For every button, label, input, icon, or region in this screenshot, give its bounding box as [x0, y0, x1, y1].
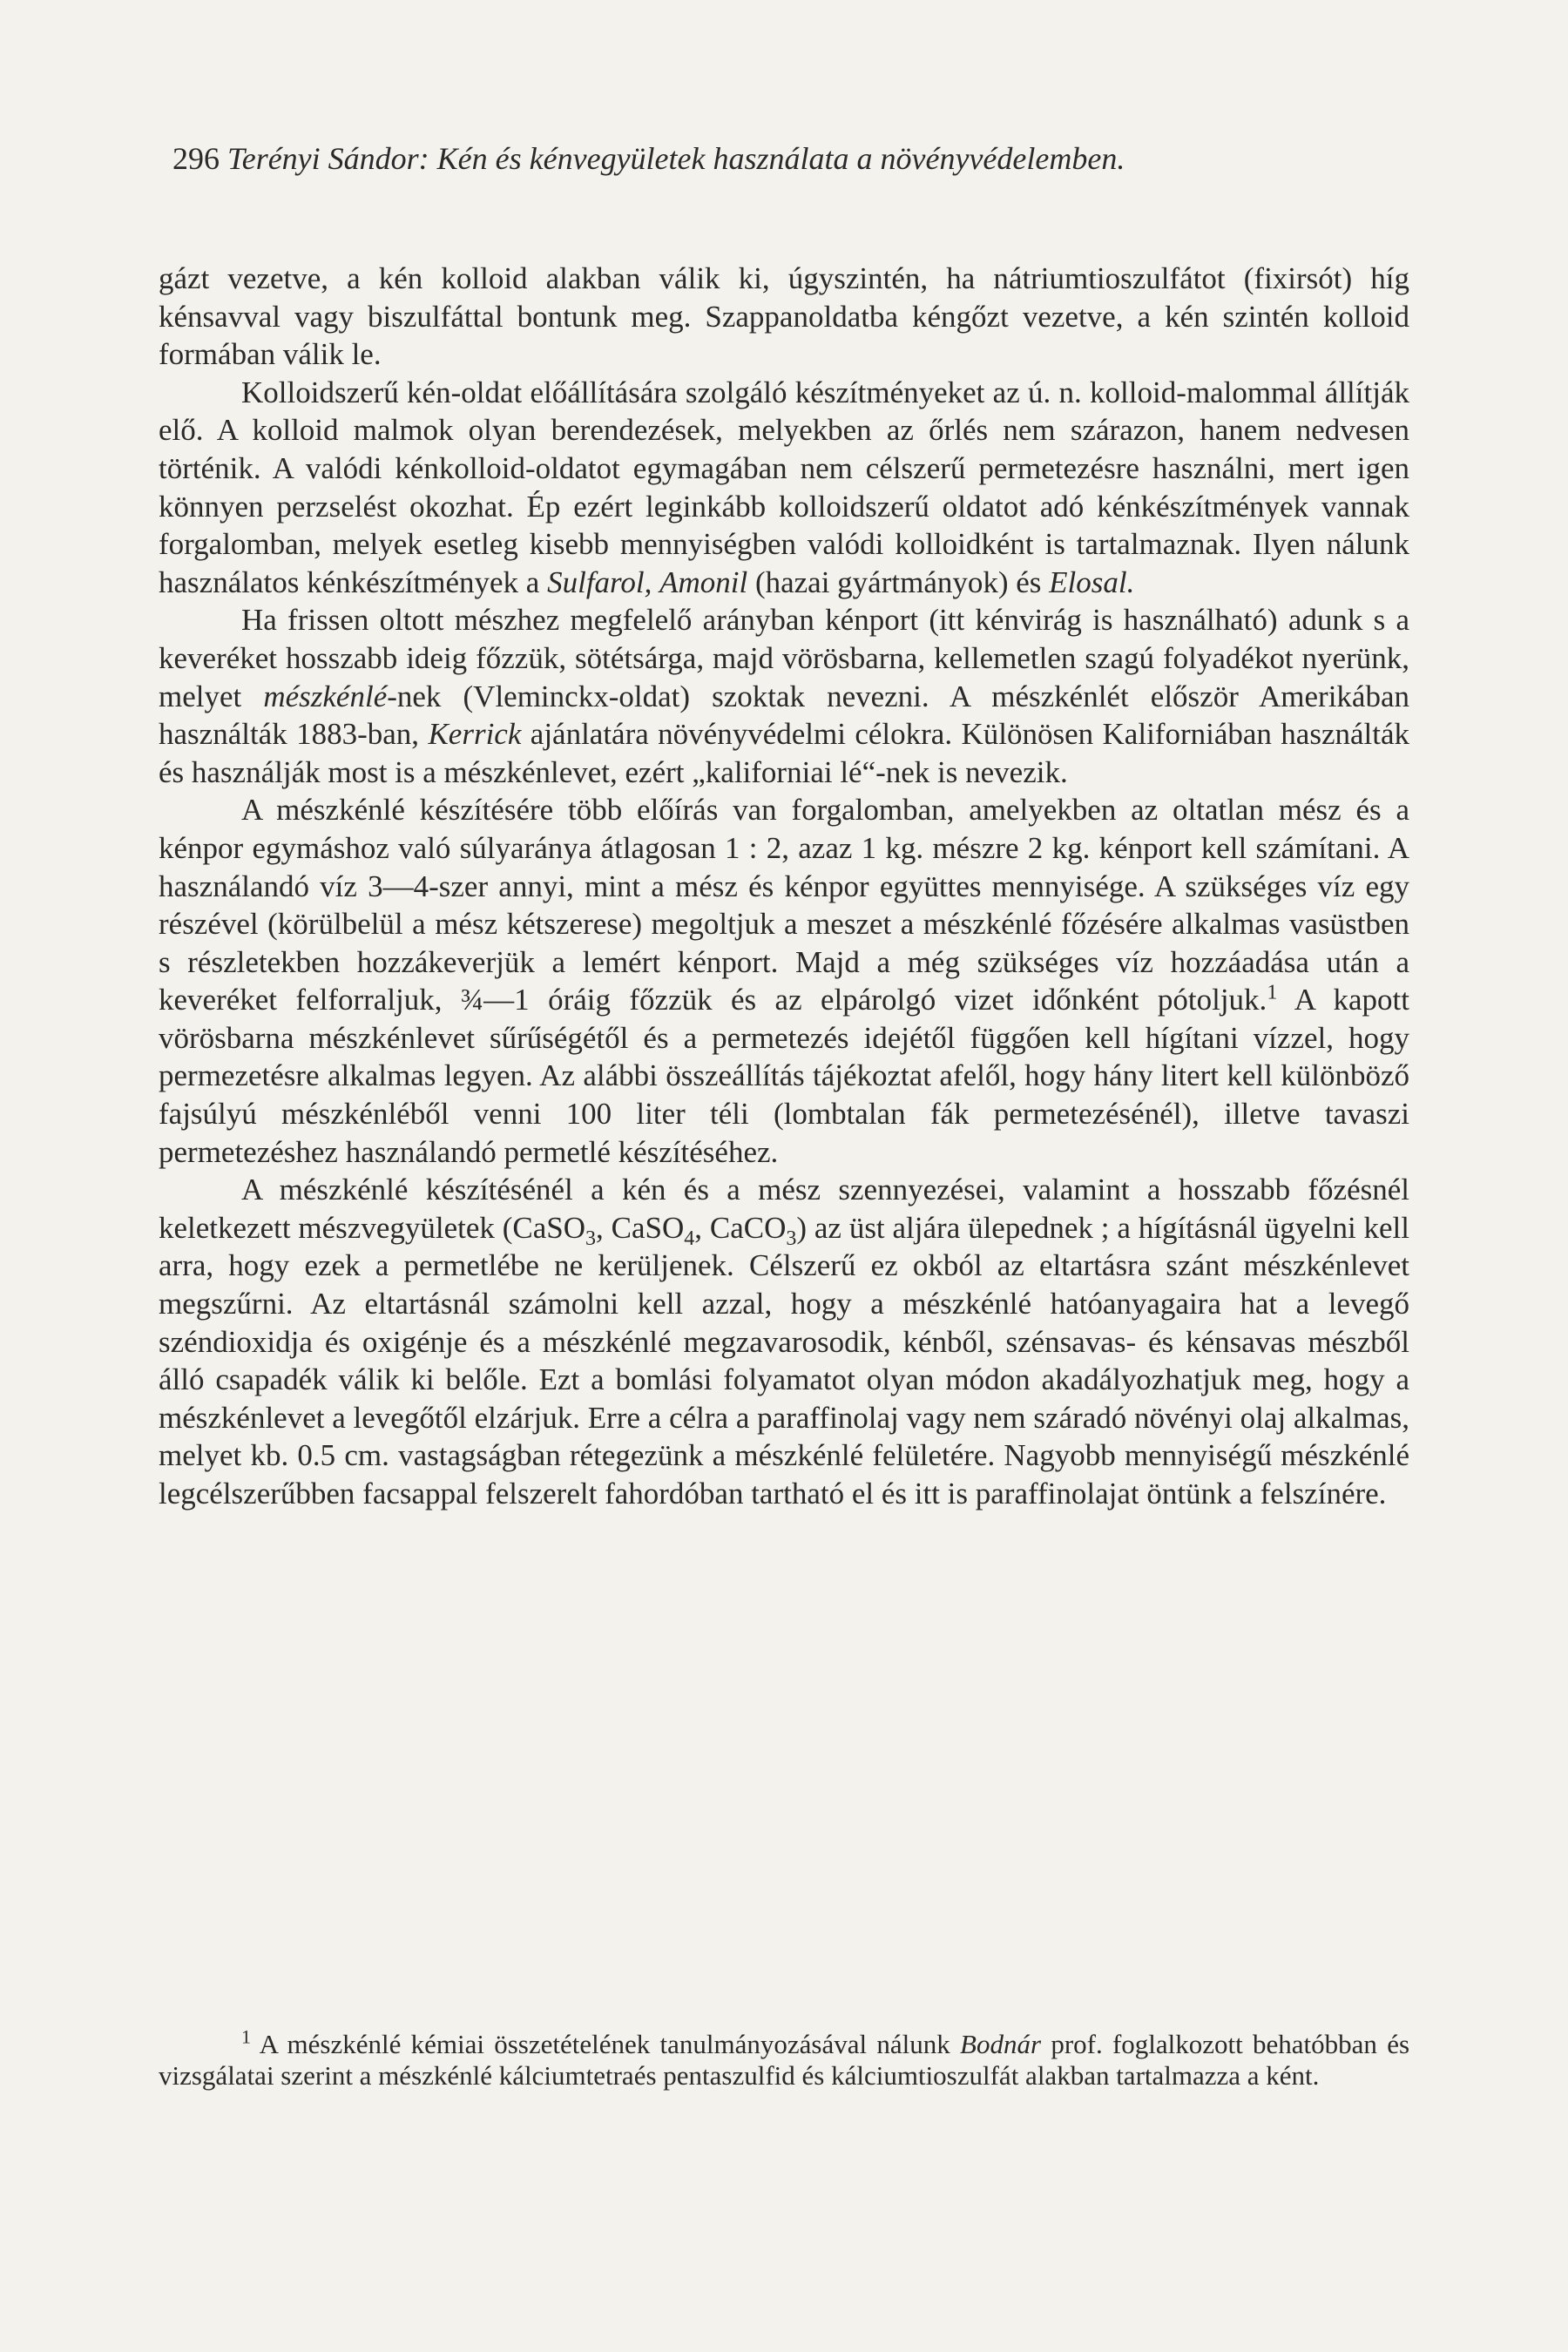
subscript: 3: [786, 1227, 797, 1250]
paragraph-2-text-cont: (hazai gyártmányok) és: [754, 564, 1042, 599]
paragraph-3-text-end: ajánlatára növényvédelmi célokra. Különösen Kaliforniában használták és használják most is a mészkénlevet, ezért „kaliforniai lé“-nek is nevezik.: [159, 717, 1409, 789]
product-sulfarol: Sulfarol,: [547, 564, 652, 599]
body-text: [159, 260, 1409, 1513]
header-title: Kén és kénvegyületek használata a növényvédelemben.: [436, 141, 1125, 176]
paragraph-1-text: gázt vezetve, a kén kolloid alakban válik ki, úgyszintén, ha nátriumtioszulfátot (fixirsót) híg kénsavval vagy biszulfáttal bontunk meg. Szappanoldatba kéngőzt vezetve, a kén szintén kolloid formában válik le.: [159, 261, 1409, 372]
paragraph-5-text: A mészkénlé készítésénél a kén és a mész szennyezései, valamint a hosszabb főzésnél keletkezett mészvegyületek (CaSO: [159, 1173, 1409, 1245]
paragraph-3: [159, 601, 1409, 791]
paragraph-4-text-cont: A kapott vörösbarna mészkénlevet sűrűségétől és a permetezés idejétől függően kell hígítani vízzel, hogy permezetésre alkalmas legyen. Az alábbi összeállítás tájékoztat afelől, hogy hány litert kell különböző fajsúlyú mészkénléből venni 100 liter téli (lombtalan fák permetezésénél), illetve tavaszi permetezéshez használandó permetlé készítéséhez.: [159, 983, 1410, 1169]
formula-part: , CaSO: [596, 1210, 685, 1245]
footnote: [159, 2025, 1410, 2092]
paragraph-1: [159, 260, 1409, 374]
subscript: 4: [684, 1227, 695, 1250]
running-header: [172, 139, 1409, 178]
formula-part: , CaCO: [694, 1210, 787, 1245]
paragraph-3-text-cont: -nek (Vleminckx-oldat) szoktak nevezni. A mészkénlét először Amerikában használták 1883-ban,: [159, 679, 1409, 752]
paragraph-5-text-cont: ) az üst aljára ülepednek ; a hígításnál ügyelni kell arra, hogy ezek a permetlébe ne kerüljenek. Célszerű ez okból az eltartásra szánt mészkénlevet megszűrni. Az eltartásnál számolni kell azzal, hogy a mészkénlé hatóanyagaira hat a levegő széndioxidja és oxigénje és a mészkénlé megzavarosodik, kénből, szénsavas- és kénsavas mészből álló csapadék válik ki belőle. Ezt a bomlási folyamatot olyan módon akadályozhatjuk meg, hogy a mészkénlevet a levegőtől elzárjuk. Erre a célra a paraffinolaj vagy nem száradó növényi olaj alkalmas, melyet kb. 0.5 cm. vastagságban rétegezünk a mészkénlé felületére. Nagyobb mennyiségű mészkénlé legcélszerűbben facsappal felszerelt fahordóban tartható el és itt is paraffinolajat öntünk a felszínére.: [159, 1210, 1410, 1511]
paragraph-4-text: A mészkénlé készítésére több előírás van forgalomban, amelyekben az oltatlan mész és a kénpor egymáshoz való súlyaránya átlagosan 1 : 2, azaz 1 kg. mészre 2 kg. kénport kell számítani. A használandó víz 3—4-szer annyi, mint a mész és kénpor együttes mennyisége. A szükséges víz egy részével (körülbelül a mész kétszerese) megoltjuk a meszet a mészkénlé főzésére alkalmas vasüstben s részletekben hozzákeverjük a lemért kénport. Majd a még szükséges víz hozzáadása után a keveréket felforraljuk, ¾—1 óráig főzzük és az elpárolgó vizet időnként pótoljuk.: [159, 793, 1409, 1017]
footnote-paragraph: [159, 2025, 1410, 2092]
paragraph-2: [159, 374, 1409, 602]
product-elosal: Elosal.: [1049, 564, 1135, 599]
term-meszkenle: mészkénlé: [263, 679, 388, 713]
footnote-reference: 1: [1267, 981, 1278, 1004]
page-number: 296: [172, 141, 220, 176]
footnote-text: A mészkénlé kémiai összetételének tanulmányozásával nálunk: [259, 2029, 950, 2059]
paragraph-2-text: Kolloidszerű kén-oldat előállítására szolgáló készítményeket az ú. n. kolloid-malommal állítják elő. A kolloid malmok olyan berendezések, melyekben az őrlés nem szárazon, hanem nedvesen történik. A valódi kénkolloid-oldatot egymagában nem célszerű permetezésre használni, mert igen könnyen perzselést okozhat. Ép ezért leginkább kolloidszerű oldatot adó kénkészítmények vannak forgalomban, melyek esetleg kisebb mennyiségben valódi kolloidként is tartalmaznak. Ilyen nálunk használatos kénkészítmények a: [159, 375, 1409, 599]
footnote-text-cont: prof. foglalkozott behatóbban és vizsgálatai szerint a mészkénlé kálciumtetraés pentaszulfid és kálciumtioszulfát alakban tartalmazza a ként.: [159, 2029, 1410, 2091]
name-kerrick: Kerrick: [428, 717, 522, 752]
paragraph-4: [159, 791, 1409, 1171]
footnote-name: Bodnár: [960, 2029, 1042, 2059]
footnote-marker: 1: [241, 2025, 251, 2048]
subscript: 3: [585, 1227, 597, 1250]
paragraph-5: [159, 1171, 1409, 1512]
header-author: Terényi Sándor:: [227, 141, 429, 176]
product-amonil: Amonil: [659, 564, 748, 599]
paragraph-3-text: Ha frissen oltott mészhez megfelelő arányban kénport (itt kénvirág is használható) adunk s a keveréket hosszabb ideig főzzük, sötétsárga, majd vörösbarna, kellemetlen szagú folyadékot nyerünk, melyet: [159, 603, 1409, 713]
